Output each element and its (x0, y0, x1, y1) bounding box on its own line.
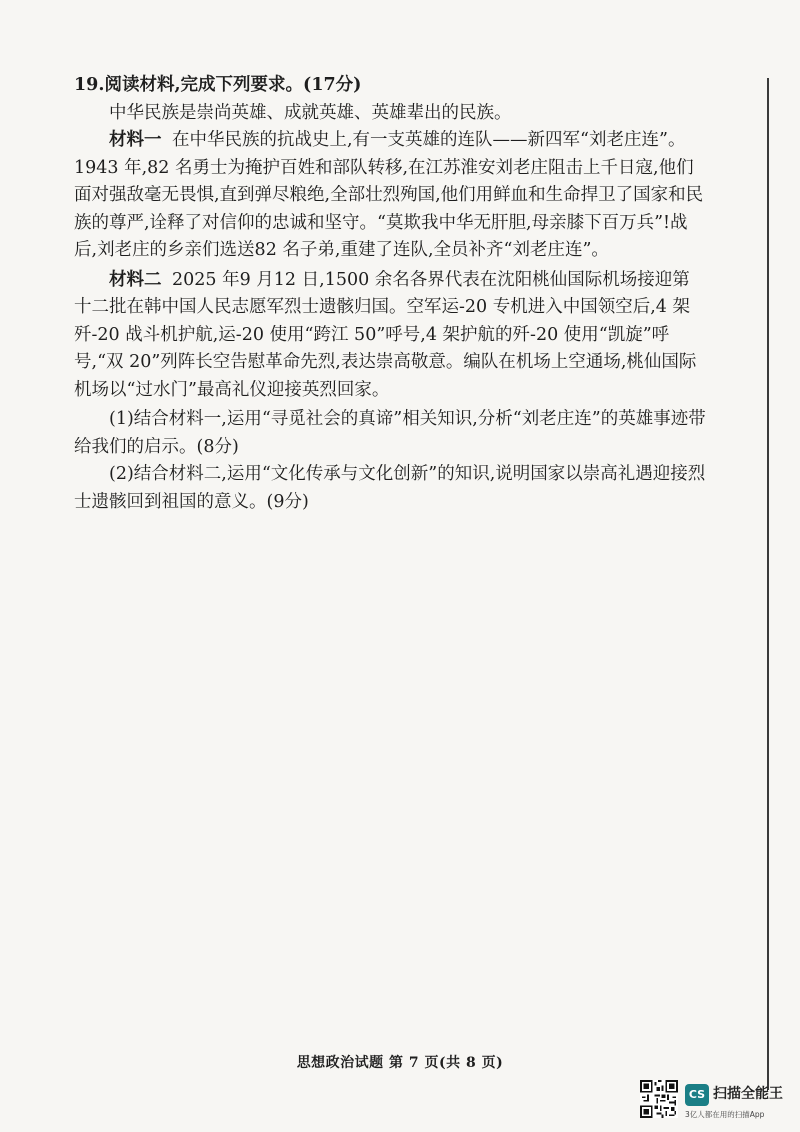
question-19 (74, 72, 706, 516)
material-1-label: 材料一 (109, 130, 162, 150)
material-2-text: 2025 年9 月12 日,1500 余名各界代表在沈阳桃仙国际机场接迎第十二批在韩中国人民志愿军烈士遗骸归国。空军运-20 专机进入中国领空后,4 架歼-20 战斗机护航,运-20 使用“跨江 50”呼号,4 架护航的歼-20 使用“凯旋”呼号,“双 20”列阵长空告慰革命先烈,表达崇高敬意。编队在机场上空通场,桃仙国际机场以“过水门”最高礼仪迎接英烈回家。 (74, 269, 697, 400)
margin-rule (767, 78, 769, 1090)
scanner-tagline: 3亿人都在用的扫描App (685, 1110, 765, 1119)
scanner-watermark (640, 1080, 790, 1124)
scanner-brand: 扫描全能王 (713, 1086, 783, 1102)
question-intro: 中华民族是崇尚英雄、成就英雄、英雄辈出的民族。 (109, 102, 512, 123)
question-title: 19.阅读材料,完成下列要求。(17分) (74, 75, 362, 95)
sub-question-1: (1)结合材料一,运用“寻觅社会的真谛”相关知识,分析“刘老庄连”的英雄事迹带给我们的启示。(8分) (74, 409, 706, 457)
material-2 (74, 267, 706, 405)
sub-question-2: (2)结合材料二,运用“文化传承与文化创新”的知识,说明国家以崇高礼遇迎接烈士遗骸回到祖国的意义。(9分) (74, 464, 706, 512)
qr-code-icon (640, 1080, 678, 1118)
camscanner-logo: CS (685, 1084, 709, 1106)
material-1-text: 在中华民族的抗战史上,有一支英雄的连队——新四军“刘老庄连”。1943 年,82 名勇士为掩护百姓和部队转移,在江苏淮安刘老庄阻击上千日寇,他们面对强敌毫无畏惧,直到弹尽粮绝,全部壮烈殉国,他们用鲜血和生命捍卫了国家和民族的尊严,诠释了对信仰的忠诚和坚守。“莫欺我中华无肝胆,母亲膝下百万兵”!战后,刘老庄的乡亲们选送82 名子弟,重建了连队,全员补齐“刘老庄连”。 (74, 130, 704, 260)
page-footer: 思想政治试题 第 7 页(共 8 页) (296, 1055, 504, 1071)
material-2-label: 材料二 (109, 269, 162, 290)
material-1 (74, 127, 706, 265)
